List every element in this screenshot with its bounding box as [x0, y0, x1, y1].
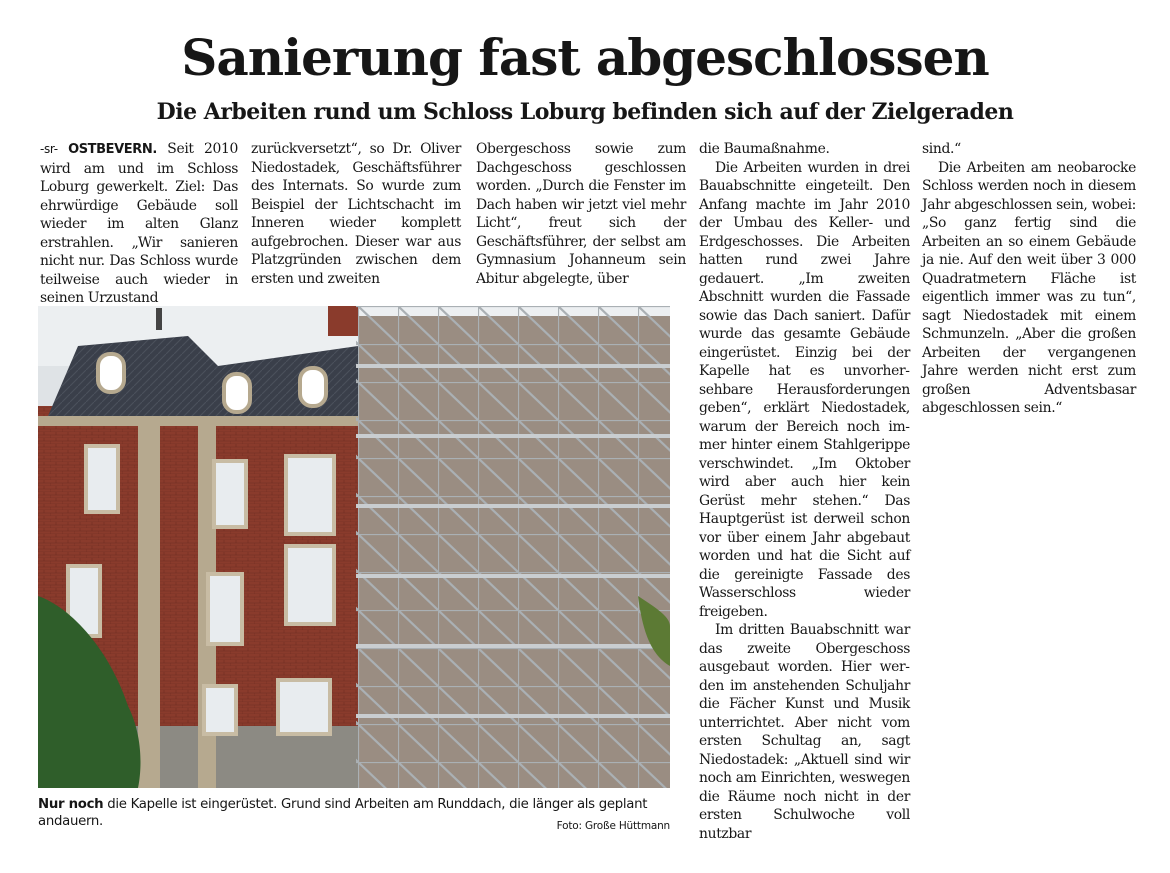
column-3-text: Obergeschoss sowie zum Dachgeschoss geschlossen worden. „Durch die Fenster im Dach haben wir jetzt viel mehr Licht“, freut sich der Geschäftsführer, der selbst am Gymnasium Johanneum sein Abitur abgelegte, über	[476, 141, 686, 287]
column-5-paragraph-1: sind.“	[922, 141, 961, 157]
text-column-4	[699, 140, 910, 843]
article-photo	[38, 306, 670, 788]
column-4-paragraph-1: die Baumaßnahme.	[699, 141, 830, 157]
article-subheadline: Die Arbeiten rund um Schloss Loburg befinden sich auf der Zielgeraden	[156, 99, 1014, 125]
dateline: OSTBEVERN.	[68, 142, 157, 157]
column-5-paragraph-2: Die Arbeiten am neobarocke Schloss werden noch in diesem Jahr abgeschlossen sein, wobei: „So ganz fertig sind die Arbeiten an so einem Gebäude ja nie. Auf den weit über 3 000 Quadratmetern Fläche ist eigentlich immer was zu tun“, sagt Niedostadek mit einem Schmunzeln. „Aber die großen Arbeiten der vergangenen Jahre werden nicht erst zum großen Adventsbasar abgeschlossen sein.“	[922, 159, 1136, 416]
text-column-5	[922, 140, 1136, 418]
column-2-text: zurückversetzt“, so Dr. Oliver Niedostadek, Geschäftsführer des Internats. So wurde zum Beispiel der Lichtschacht im Inneren wieder komplett aufgebrochen. Dieser war aus Platzgründen zwischen dem ersten und zweiten	[251, 141, 461, 287]
column-4-paragraph-2: Die Arbeiten wurden in drei Bauabschnitte eingeteilt. Den Anfang machte im Jahr 2010 der Umbau des Keller- und Erdgeschosses. Die Arbeiten hatten rund zwei Jahre gedauert. „Im zweiten Abschnitt wurden die Fassade sowie das Dach saniert. Dafür wurde das gesamte Gebäude eingerüstet. Einzig bei der Kapelle hat es unvorhersehbare Herausforderungen geben“, erklärt Niedostadek, warum der Bereich noch immer hinter einem Stahlgerippe verschwindet. „Im Oktober wird aber auch hier kein Gerüst mehr stehen.“ Das Hauptgerüst ist derweil schon vor über einem Jahr abgebaut worden und hat die Sicht auf die gereinigte Fassade des Wasserschloss wieder freigeben.	[699, 159, 910, 620]
article-headline: Sanierung fast abgeschlossen	[181, 28, 989, 87]
photo-credit: Foto: Große Hüttmann	[556, 820, 670, 832]
column-4-paragraph-3: Im dritten Bauabschnitt war das zweite Obergeschoss ausgebaut worden. Hier werden im anstehenden Schuljahr die Fächer Kunst und Musik unterrichtet. Aber nicht vom ersten Schultag an, sagt Niedostadek: „Aktuell sind wir noch am Einrichten, weswegen die Räume noch nicht in der ersten Schulwoche voll nutzbar	[699, 622, 910, 842]
castle-scaffold-illustration	[38, 306, 670, 788]
caption-lead: Nur noch	[38, 797, 104, 812]
caption-text: die Kapelle ist eingerüstet. Grund sind Arbeiten am Runddach, die länger als geplant andauern.	[38, 797, 648, 829]
text-column-3	[476, 140, 686, 288]
column-1-text: Seit 2010 wird am und im Schloss Loburg gewerkelt. Ziel: Das ehrwürdige Gebäude soll wieder im alten Glanz erstrahlen. „Wir sanieren nicht nur. Das Schloss wurde teilweise auch wieder in seinen Urzustand	[40, 141, 238, 306]
text-column-2	[251, 140, 461, 288]
author-tag: -sr-	[40, 142, 58, 156]
text-column-1	[40, 140, 238, 308]
